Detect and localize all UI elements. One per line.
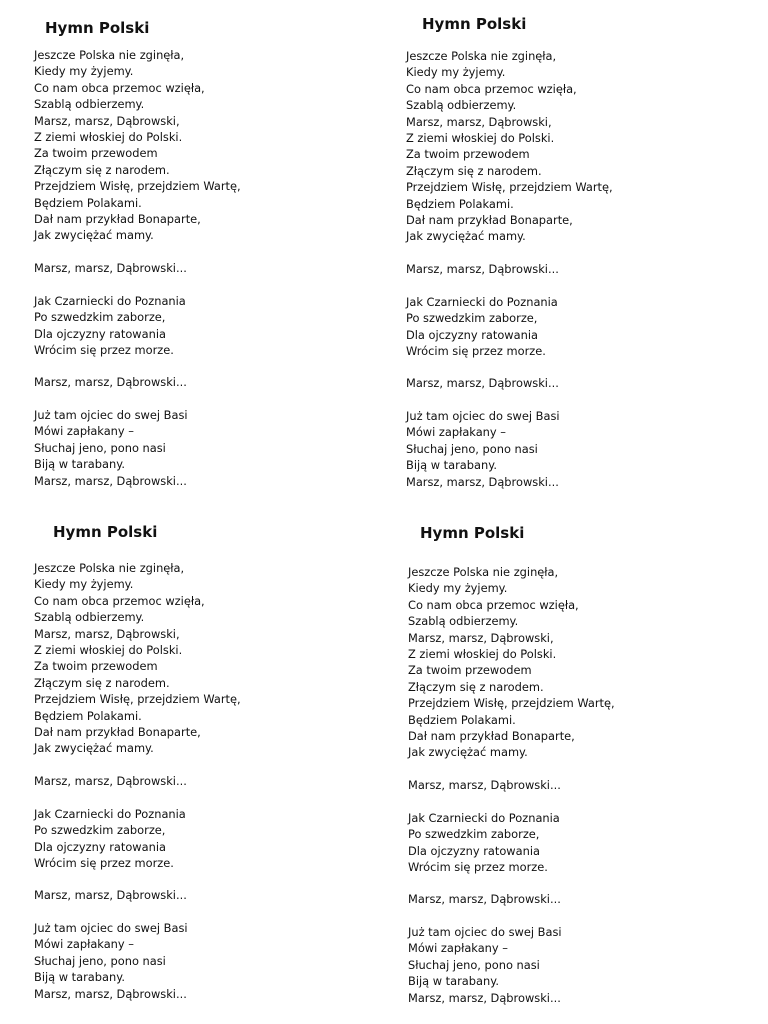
verse-line: Z ziemi włoskiej do Polski. [408,646,557,661]
verse-line: Jak zwyciężać mamy. [406,229,526,244]
verse-line: Co nam obca przemoc wzięła, [408,597,579,612]
verse-line: Marsz, marsz, Dąbrowski, [34,113,180,128]
verse-line: Kiedy my żyjemy. [406,65,506,80]
verse-line: Kiedy my żyjemy. [34,64,134,79]
verse-line: Biją w tarabany. [408,974,499,989]
verse-line: Będziem Polakami. [34,195,142,210]
verse-line: Złączym się z narodem. [34,162,170,177]
refrain-2 [34,887,187,903]
verse-line: Jak Czarniecki do Poznania [406,295,558,309]
verse-line: Złączym się z narodem. [34,675,170,690]
verse-line: Już tam ojciec do swej Basi [408,925,562,939]
anthem-title: Hymn Polski [422,15,527,33]
verse-line: Marsz, marsz, Dąbrowski... [408,990,561,1005]
verse-line: Mówi zapłakany – [406,425,506,440]
verse-line: Po szwedzkim zaborze, [34,310,166,325]
verse-line: Jak Czarniecki do Poznania [408,811,560,825]
verse-line: Po szwedzkim zaborze, [34,823,166,838]
verse-line: Już tam ojciec do swej Basi [406,409,560,423]
verse-line: Szablą odbierzemy. [408,614,519,629]
verse-line: Mówi zapłakany – [34,937,134,952]
verse-line: Będziem Polakami. [408,712,516,727]
verse-line: Wrócim się przez morze. [406,344,546,359]
stanza-1 [34,47,241,244]
verse-line: Słuchaj jeno, pono nasi [34,953,166,968]
verse-line: Biją w tarabany. [34,457,125,472]
refrain-1 [408,777,561,793]
verse-line: Jak zwyciężać mamy. [34,741,154,756]
verse-line: Z ziemi włoskiej do Polski. [34,642,183,657]
verse-line: Jeszcze Polska nie zginęła, [34,48,185,62]
refrain-2 [408,891,561,907]
verse-line: Wrócim się przez morze. [408,860,548,875]
stanza-3 [406,408,560,490]
verse-line: Co nam obca przemoc wzięła, [34,80,205,95]
verse-line: Jak Czarniecki do Poznania [34,807,186,821]
verse-line: Przejdziem Wisłę, przejdziem Wartę, [406,180,613,195]
verse-line: Mówi zapłakany – [34,424,134,439]
refrain-1 [34,260,187,276]
refrain-line: Marsz, marsz, Dąbrowski... [34,888,187,902]
refrain-line: Marsz, marsz, Dąbrowski... [408,892,561,906]
stanza-1 [406,48,613,245]
verse-line: Przejdziem Wisłę, przejdziem Wartę, [408,696,615,711]
verse-line: Jak zwyciężać mamy. [34,228,154,243]
verse-line: Marsz, marsz, Dąbrowski, [34,626,180,641]
verse-line: Wrócim się przez morze. [34,856,174,871]
refrain-line: Marsz, marsz, Dąbrowski... [406,376,559,390]
refrain-line: Marsz, marsz, Dąbrowski... [34,774,187,788]
verse-line: Za twoim przewodem [406,147,530,162]
verse-line: Przejdziem Wisłę, przejdziem Wartę, [34,179,241,194]
verse-line: Będziem Polakami. [34,708,142,723]
refrain-line: Marsz, marsz, Dąbrowski... [34,261,187,275]
verse-line: Za twoim przewodem [34,659,158,674]
stanza-2 [34,806,186,872]
verse-line: Jeszcze Polska nie zginęła, [408,565,559,579]
verse-line: Biją w tarabany. [406,458,497,473]
verse-line: Słuchaj jeno, pono nasi [34,440,166,455]
verse-line: Dał nam przykład Bonaparte, [406,212,573,227]
verse-line: Złączym się z narodem. [408,679,544,694]
verse-line: Mówi zapłakany – [408,941,508,956]
verse-line: Słuchaj jeno, pono nasi [406,441,538,456]
verse-line: Dał nam przykład Bonaparte, [34,211,201,226]
verse-line: Marsz, marsz, Dąbrowski, [406,114,552,129]
verse-line: Złączym się z narodem. [406,163,542,178]
verse-line: Z ziemi włoskiej do Polski. [34,129,183,144]
verse-line: Słuchaj jeno, pono nasi [408,957,540,972]
stanza-3 [34,920,188,1002]
stanza-3 [408,924,562,1006]
stanza-3 [34,407,188,489]
verse-line: Po szwedzkim zaborze, [408,827,540,842]
verse-line: Co nam obca przemoc wzięła, [406,81,577,96]
refrain-2 [406,375,559,391]
refrain-1 [34,773,187,789]
verse-line: Dla ojczyzny ratowania [406,327,538,342]
stanza-2 [34,293,186,359]
verse-line: Marsz, marsz, Dąbrowski, [408,630,554,645]
stanza-1 [408,564,615,761]
verse-line: Dla ojczyzny ratowania [34,326,166,341]
verse-line: Marsz, marsz, Dąbrowski... [34,986,187,1001]
verse-line: Jeszcze Polska nie zginęła, [406,49,557,63]
verse-line: Dał nam przykład Bonaparte, [408,728,575,743]
verse-line: Będziem Polakami. [406,196,514,211]
verse-line: Za twoim przewodem [408,663,532,678]
refrain-1 [406,261,559,277]
verse-line: Marsz, marsz, Dąbrowski... [34,473,187,488]
refrain-line: Marsz, marsz, Dąbrowski... [406,262,559,276]
verse-line: Dla ojczyzny ratowania [408,843,540,858]
anthem-title: Hymn Polski [420,524,525,542]
verse-line: Kiedy my żyjemy. [408,581,508,596]
verse-line: Szablą odbierzemy. [34,97,145,112]
stanza-2 [406,294,558,360]
verse-line: Szablą odbierzemy. [406,98,517,113]
verse-line: Jeszcze Polska nie zginęła, [34,561,185,575]
verse-line: Już tam ojciec do swej Basi [34,408,188,422]
verse-line: Już tam ojciec do swej Basi [34,921,188,935]
anthem-title: Hymn Polski [45,19,150,37]
verse-line: Wrócim się przez morze. [34,343,174,358]
anthem-title: Hymn Polski [53,523,158,541]
verse-line: Biją w tarabany. [34,970,125,985]
refrain-2 [34,374,187,390]
verse-line: Kiedy my żyjemy. [34,577,134,592]
refrain-line: Marsz, marsz, Dąbrowski... [34,375,187,389]
verse-line: Za twoim przewodem [34,146,158,161]
verse-line: Dał nam przykład Bonaparte, [34,724,201,739]
verse-line: Jak Czarniecki do Poznania [34,294,186,308]
verse-line: Szablą odbierzemy. [34,610,145,625]
verse-line: Dla ojczyzny ratowania [34,839,166,854]
stanza-1 [34,560,241,757]
stanza-2 [408,810,560,876]
verse-line: Przejdziem Wisłę, przejdziem Wartę, [34,692,241,707]
verse-line: Z ziemi włoskiej do Polski. [406,130,555,145]
verse-line: Co nam obca przemoc wzięła, [34,593,205,608]
refrain-line: Marsz, marsz, Dąbrowski... [408,778,561,792]
verse-line: Marsz, marsz, Dąbrowski... [406,474,559,489]
verse-line: Jak zwyciężać mamy. [408,745,528,760]
verse-line: Po szwedzkim zaborze, [406,311,538,326]
